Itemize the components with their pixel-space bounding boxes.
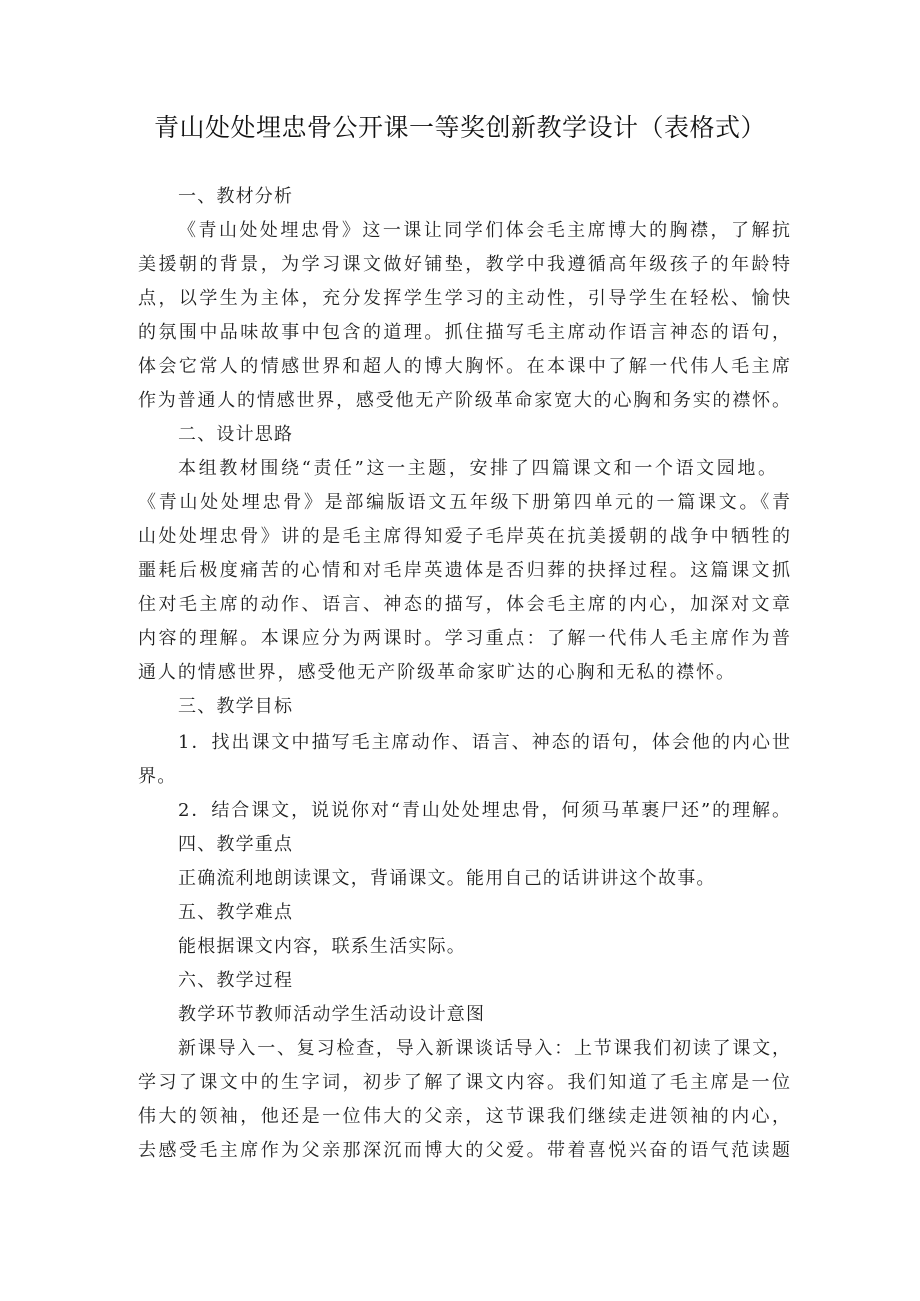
paragraph-line: 通人的情感世界，感受他无产阶级革命家旷达的心胸和无私的襟怀。 <box>138 662 734 683</box>
section-heading-teaching-goals: 三、教学目标 <box>178 696 294 717</box>
process-table-header: 教学环节教师活动学生活动设计意图 <box>178 1004 486 1025</box>
paragraph-line: 去感受毛主席作为父亲那深沉而博大的父爱。带着喜悦兴奋的语气范读题 <box>138 1140 790 1161</box>
paragraph-line: 美援朝的背景，为学习课文做好铺垫，教学中我遵循高年级孩子的年龄特 <box>138 254 790 275</box>
goal-item-2: 2．结合课文，说说你对“青山处处埋忠骨，何须马革裹尸还”的理解。 <box>178 800 790 821</box>
section-heading-design-idea: 二、设计思路 <box>178 424 294 445</box>
difficulties-text: 能根据课文内容，联系生活实际。 <box>178 936 466 957</box>
section-heading-key-points: 四、教学重点 <box>178 834 294 855</box>
paragraph-line: 体会它常人的情感世界和超人的博大胸怀。在本课中了解一代伟人毛主席 <box>138 356 790 377</box>
paragraph-line: 噩耗后极度痛苦的心情和对毛岸英遗体是否归葬的抉择过程。这篇课文抓 <box>138 560 790 581</box>
paragraph-line: 《青山处处埋忠骨》是部编版语文五年级下册第四单元的一篇课文。《青 <box>138 492 790 513</box>
paragraph-line: 《青山处处埋忠骨》这一课让同学们体会毛主席博大的胸襟，了解抗 <box>178 220 790 241</box>
section-heading-textbook-analysis: 一、教材分析 <box>178 186 294 207</box>
paragraph-line: 学习了课文中的生字词，初步了解了课文内容。我们知道了毛主席是一位 <box>138 1072 790 1093</box>
section-heading-difficulties: 五、教学难点 <box>178 902 294 923</box>
goal-item-1: 1．找出课文中描写毛主席动作、语言、神态的语句，体会他的内心世 <box>178 732 790 753</box>
paragraph-line: 伟大的领袖，他还是一位伟大的父亲，这节课我们继续走进领袖的内心， <box>138 1106 790 1127</box>
paragraph-line: 作为普通人的情感世界，感受他无产阶级革命家宽大的心胸和务实的襟怀。 <box>138 390 790 411</box>
paragraph-line: 的氛围中品味故事中包含的道理。抓住描写毛主席动作语言神态的语句， <box>138 322 790 343</box>
goal-item-1-continuation: 界。 <box>138 766 177 787</box>
paragraph-line: 本组教材围绕“责任”这一主题，安排了四篇课文和一个语文园地。 <box>178 458 776 479</box>
key-points-text: 正确流利地朗读课文，背诵课文。能用自己的话讲讲这个故事。 <box>178 868 716 889</box>
paragraph-line: 内容的理解。本课应分为两课时。学习重点：了解一代伟人毛主席作为普 <box>138 628 790 649</box>
paragraph-line: 山处处埋忠骨》讲的是毛主席得知爱子毛岸英在抗美援朝的战争中牺牲的 <box>138 526 790 547</box>
paragraph-line: 新课导入一、复习检查，导入新课谈话导入：上节课我们初读了课文， <box>178 1038 790 1059</box>
document-title: 青山处处埋忠骨公开课一等奖创新教学设计（表格式） <box>153 113 766 142</box>
section-heading-teaching-process: 六、教学过程 <box>178 970 294 991</box>
paragraph-line: 住对毛主席的动作、语言、神态的描写，体会毛主席的内心，加深对文章 <box>138 594 790 615</box>
paragraph-line: 点，以学生为主体，充分发挥学生学习的主动性，引导学生在轻松、愉快 <box>138 288 790 309</box>
